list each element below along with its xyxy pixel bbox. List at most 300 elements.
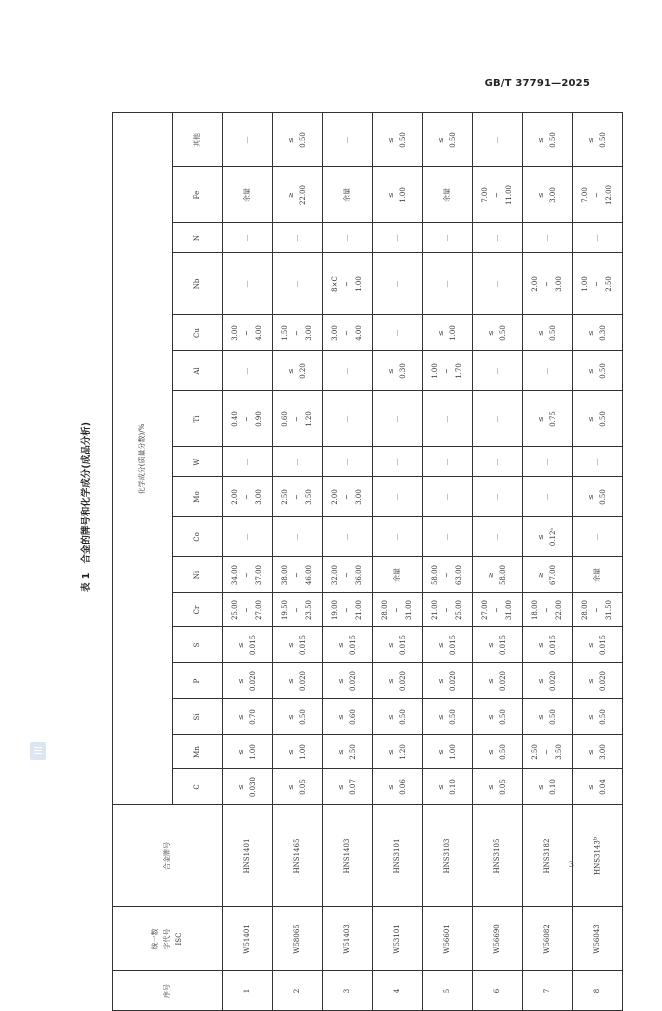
cell-content bbox=[292, 234, 304, 241]
cell-content bbox=[242, 188, 254, 202]
cell-content bbox=[386, 709, 410, 725]
cell-line: ≤ bbox=[536, 641, 545, 648]
table-cell bbox=[223, 557, 273, 593]
table-cell bbox=[273, 167, 323, 223]
table-cell bbox=[573, 593, 623, 627]
element-label: Co bbox=[192, 531, 201, 542]
cell-content bbox=[586, 709, 610, 725]
table-title: 合金的牌号和化学成分(成品分析) bbox=[81, 421, 92, 564]
cell-content bbox=[542, 988, 554, 992]
cell-line: 22.00 bbox=[554, 599, 563, 620]
seq-header: 序号 bbox=[162, 983, 171, 998]
table-cell bbox=[423, 735, 473, 769]
element-band bbox=[113, 593, 623, 627]
table-cell bbox=[423, 315, 473, 351]
cell-line: — bbox=[492, 234, 501, 241]
cell-content bbox=[480, 599, 516, 619]
cell-line: 0.60 bbox=[348, 708, 357, 725]
cell-line: — bbox=[492, 280, 501, 287]
cell-line: 0.030 bbox=[248, 776, 257, 797]
cell-line: 28.00 bbox=[380, 599, 389, 620]
table-cell bbox=[273, 113, 323, 167]
table-cell bbox=[523, 593, 573, 627]
cell-content bbox=[492, 367, 504, 374]
cell-line: 0.70 bbox=[248, 708, 257, 725]
table-cell bbox=[523, 769, 573, 805]
cell-line: — bbox=[242, 234, 251, 241]
cell-line: ≤ bbox=[386, 191, 395, 198]
cell-line: 0.50 bbox=[598, 410, 607, 427]
element-label-cell bbox=[173, 517, 223, 557]
cell-line: 0.020 bbox=[398, 670, 407, 691]
table-cell bbox=[573, 699, 623, 735]
table-cell bbox=[223, 663, 273, 699]
cell-content bbox=[536, 564, 560, 584]
cell-line: ~ bbox=[342, 606, 351, 613]
cell-line: — bbox=[542, 458, 551, 465]
cell-line: 0.50 bbox=[598, 488, 607, 505]
cell-line: 7.00 bbox=[580, 186, 589, 203]
table-cell bbox=[523, 735, 573, 769]
cell-line: 67.00 bbox=[548, 564, 557, 585]
table-cell bbox=[573, 627, 623, 663]
cell-content bbox=[286, 132, 310, 148]
cell-line: 0.50 bbox=[448, 708, 457, 725]
seq-cell bbox=[423, 971, 473, 1011]
cell-line: — bbox=[392, 280, 401, 287]
cell-line: ≤ bbox=[236, 641, 245, 648]
cell-line: 0.50 bbox=[598, 131, 607, 148]
cell-content bbox=[236, 634, 260, 654]
table-cell bbox=[223, 477, 273, 517]
cell-content bbox=[536, 634, 560, 654]
cell-content bbox=[436, 709, 460, 725]
cell-content bbox=[386, 744, 410, 760]
grade-cell bbox=[273, 805, 323, 907]
table-cell bbox=[373, 447, 423, 477]
cell-line: 28.00 bbox=[580, 599, 589, 620]
isc-cell bbox=[273, 907, 323, 971]
cell-line: 3.00 bbox=[230, 324, 239, 341]
table-cell bbox=[323, 315, 373, 351]
element-label-cell bbox=[173, 627, 223, 663]
cell-line: 1.00 bbox=[398, 186, 407, 203]
cell-content bbox=[342, 136, 354, 143]
cell-content bbox=[486, 744, 510, 760]
table-cell bbox=[323, 593, 373, 627]
cell-content bbox=[442, 988, 454, 992]
table-cell bbox=[473, 663, 523, 699]
alloy-grade: HNS3143 bbox=[593, 839, 602, 875]
cell-line: — bbox=[492, 415, 501, 422]
cell-content bbox=[536, 132, 560, 148]
cell-content bbox=[392, 838, 404, 873]
element-band bbox=[113, 391, 623, 447]
table-cell bbox=[523, 167, 573, 223]
cell-content bbox=[430, 564, 466, 584]
cell-line: ≤ bbox=[386, 136, 395, 143]
table-cell bbox=[473, 699, 523, 735]
cell-line: 2.00 bbox=[330, 488, 339, 505]
element-label: P bbox=[192, 678, 201, 683]
cell-content bbox=[292, 458, 304, 465]
table-cell bbox=[223, 769, 273, 805]
cell-content bbox=[392, 988, 404, 992]
grade-header-cell bbox=[113, 805, 223, 907]
cell-content bbox=[280, 325, 316, 341]
cell-line: 4.00 bbox=[354, 324, 363, 341]
element-band bbox=[113, 699, 623, 735]
seq-number: 5 bbox=[442, 988, 451, 993]
cell-line: — bbox=[342, 367, 351, 374]
cell-line: 0.015 bbox=[398, 634, 407, 655]
cell-content bbox=[492, 136, 504, 143]
isc-band bbox=[113, 907, 623, 971]
element-label: 其他 bbox=[192, 132, 201, 147]
cell-content bbox=[336, 744, 360, 760]
alloy-grade: HNS3103 bbox=[442, 838, 451, 873]
cell-line: 2.50 bbox=[280, 488, 289, 505]
table-caption bbox=[78, 422, 92, 592]
cell-line: 0.020 bbox=[298, 670, 307, 691]
alloy-grade: HNS1401 bbox=[242, 838, 251, 873]
grade-band bbox=[113, 805, 623, 907]
alloy-grade: HNS3182 bbox=[542, 838, 551, 873]
cell-content bbox=[442, 493, 454, 500]
seq-header-cell bbox=[113, 971, 223, 1011]
element-label: Mn bbox=[192, 745, 201, 758]
cell-content bbox=[536, 325, 560, 341]
table-cell bbox=[573, 517, 623, 557]
cell-content bbox=[286, 709, 310, 725]
table-cell bbox=[523, 477, 573, 517]
cell-content bbox=[242, 367, 254, 374]
cell-content bbox=[342, 988, 354, 992]
cell-line: 2.00 bbox=[530, 275, 539, 292]
cell-line: ≤ bbox=[386, 677, 395, 684]
cell-line: ≤ bbox=[536, 191, 545, 198]
cell-content bbox=[442, 924, 454, 953]
element-band bbox=[113, 557, 623, 593]
table-cell bbox=[323, 391, 373, 447]
cell-line: 58.00 bbox=[498, 564, 507, 585]
table-cell bbox=[273, 663, 323, 699]
cell-content bbox=[542, 367, 554, 374]
cell-line: 0.30 bbox=[598, 324, 607, 341]
alloy-grade: HNS1403 bbox=[342, 838, 351, 873]
cell-line: ≥ bbox=[486, 571, 495, 578]
cell-line: — bbox=[442, 234, 451, 241]
cell-line: 36.00 bbox=[354, 564, 363, 585]
isc-cell bbox=[373, 907, 423, 971]
element-label-cell bbox=[173, 253, 223, 315]
cell-content bbox=[586, 634, 610, 654]
cell-line: — bbox=[592, 533, 601, 540]
table-cell bbox=[273, 391, 323, 447]
table-cell bbox=[423, 351, 473, 391]
seq-cell bbox=[223, 971, 273, 1011]
cell-line: 0.04 bbox=[598, 778, 607, 795]
element-label-cell bbox=[173, 593, 223, 627]
table-cell bbox=[373, 627, 423, 663]
grade-cell bbox=[523, 805, 573, 907]
cell-line: 0.015 bbox=[598, 634, 607, 655]
cell-line: ~ bbox=[542, 280, 551, 287]
cell-content bbox=[192, 713, 204, 720]
cell-line: ≤ bbox=[536, 713, 545, 720]
cell-line: ≤ bbox=[436, 641, 445, 648]
cell-line: 余量 bbox=[342, 187, 351, 202]
table-cell bbox=[373, 663, 423, 699]
cell-content bbox=[492, 838, 504, 873]
grade-cell bbox=[223, 805, 273, 907]
cell-content bbox=[342, 924, 354, 953]
cell-line: 0.015 bbox=[548, 634, 557, 655]
cell-content bbox=[442, 415, 454, 422]
cell-line: 3.00 bbox=[548, 186, 557, 203]
element-band bbox=[113, 663, 623, 699]
cell-line: 27.00 bbox=[254, 599, 263, 620]
cell-line: ≤ bbox=[436, 136, 445, 143]
cell-line: 0.50 bbox=[398, 708, 407, 725]
cell-line: ~ bbox=[342, 571, 351, 578]
cell-line: — bbox=[242, 458, 251, 465]
cell-line: — bbox=[292, 458, 301, 465]
cell-line: ≥ bbox=[536, 571, 545, 578]
cell-line: 3.00 bbox=[554, 275, 563, 292]
element-band bbox=[113, 253, 623, 315]
element-label-cell bbox=[173, 663, 223, 699]
element-label-cell bbox=[173, 391, 223, 447]
cell-line: — bbox=[392, 533, 401, 540]
cell-line: — bbox=[492, 533, 501, 540]
element-label-cell bbox=[173, 477, 223, 517]
cell-content bbox=[442, 533, 454, 540]
cell-content bbox=[236, 776, 260, 796]
isc-code: W56601 bbox=[442, 923, 451, 954]
cell-line: ≤ bbox=[336, 713, 345, 720]
isc-cell bbox=[573, 907, 623, 971]
cell-line: 23.50 bbox=[304, 599, 313, 620]
cell-content bbox=[536, 187, 560, 203]
table-cell bbox=[323, 167, 373, 223]
cell-content bbox=[286, 363, 310, 379]
element-label-cell bbox=[173, 735, 223, 769]
cell-line: ≤ bbox=[236, 713, 245, 720]
table-cell bbox=[273, 627, 323, 663]
cell-line: ≤ bbox=[486, 641, 495, 648]
table-cell bbox=[473, 557, 523, 593]
cell-line: ≤ bbox=[236, 748, 245, 755]
grade-cell bbox=[423, 805, 473, 907]
cell-line: 1.20 bbox=[398, 743, 407, 760]
side-tab-icon[interactable] bbox=[30, 742, 46, 760]
cell-line: ≤ bbox=[586, 677, 595, 684]
cell-line: 8×C bbox=[330, 275, 339, 292]
cell-content bbox=[530, 276, 566, 292]
cell-line: — bbox=[242, 280, 251, 287]
cell-line: ≤ bbox=[386, 783, 395, 790]
table-cell bbox=[523, 699, 573, 735]
cell-content bbox=[162, 842, 174, 870]
table-cell bbox=[423, 699, 473, 735]
element-band bbox=[113, 477, 623, 517]
cell-content bbox=[330, 489, 366, 505]
cell-line: 0.50 bbox=[548, 708, 557, 725]
cell-content bbox=[380, 599, 416, 619]
table-cell bbox=[323, 699, 373, 735]
cell-content bbox=[192, 415, 204, 422]
cell-line: ~ bbox=[592, 191, 601, 198]
cell-content bbox=[586, 489, 610, 505]
cell-content bbox=[392, 568, 404, 582]
cell-content bbox=[330, 276, 366, 292]
cell-content bbox=[436, 325, 460, 341]
cell-content bbox=[292, 838, 304, 873]
element-label-cell bbox=[173, 447, 223, 477]
cell-content bbox=[436, 634, 460, 654]
cell-line: 0.50 bbox=[548, 324, 557, 341]
table-cell bbox=[323, 735, 373, 769]
cell-content bbox=[492, 533, 504, 540]
cell-line: 31.50 bbox=[604, 599, 613, 620]
cell-content bbox=[192, 234, 204, 240]
table-cell bbox=[323, 253, 373, 315]
cell-content bbox=[230, 411, 266, 427]
table-cell bbox=[523, 663, 573, 699]
alloy-grade: HNS1465 bbox=[292, 838, 301, 873]
cell-line: — bbox=[442, 493, 451, 500]
cell-line: ≤ bbox=[436, 329, 445, 336]
cell-content bbox=[286, 744, 310, 760]
cell-content bbox=[486, 564, 510, 584]
table-cell bbox=[373, 391, 423, 447]
table-cell bbox=[323, 447, 373, 477]
cell-line: ≤ bbox=[336, 641, 345, 648]
cell-line: 2.50 bbox=[348, 743, 357, 760]
isc-code: W58065 bbox=[292, 923, 301, 954]
cell-content bbox=[586, 670, 610, 690]
table-cell bbox=[323, 113, 373, 167]
cell-line: 1.20 bbox=[304, 410, 313, 427]
table-cell bbox=[323, 663, 373, 699]
element-band bbox=[113, 315, 623, 351]
table-cell bbox=[373, 735, 423, 769]
cell-line: ≤ bbox=[486, 783, 495, 790]
cell-line: — bbox=[292, 234, 301, 241]
page-number: 3 bbox=[568, 860, 574, 869]
cell-content bbox=[492, 493, 504, 500]
grade-cell bbox=[373, 805, 423, 907]
cell-line: 余量 bbox=[242, 187, 251, 202]
element-label-cell bbox=[173, 223, 223, 253]
cell-content bbox=[492, 458, 504, 465]
cell-line: ~ bbox=[442, 606, 451, 613]
cell-content bbox=[536, 411, 560, 427]
cell-content bbox=[486, 325, 510, 341]
cell-line: 27.00 bbox=[480, 599, 489, 620]
cell-content bbox=[192, 328, 204, 338]
cell-line: — bbox=[242, 533, 251, 540]
table-cell bbox=[223, 223, 273, 253]
cell-line: 11.00 bbox=[504, 184, 513, 205]
isc-code: W56082 bbox=[542, 923, 551, 954]
table-cell bbox=[473, 167, 523, 223]
cell-line: 3.00 bbox=[254, 488, 263, 505]
cell-line: 1.00 bbox=[580, 275, 589, 292]
cell-content bbox=[342, 188, 354, 202]
cell-line: ~ bbox=[292, 415, 301, 422]
cell-line: ~ bbox=[592, 280, 601, 287]
table-cell bbox=[573, 477, 623, 517]
cell-content bbox=[586, 132, 610, 148]
seq-cell bbox=[373, 971, 423, 1011]
element-label: Si bbox=[192, 712, 201, 721]
cell-content bbox=[292, 988, 304, 992]
cell-content bbox=[492, 234, 504, 241]
cell-content bbox=[442, 458, 454, 465]
cell-content bbox=[192, 570, 204, 578]
table-cell bbox=[323, 223, 373, 253]
cell-line: 1.50 bbox=[280, 324, 289, 341]
cell-line: 0.50 bbox=[448, 131, 457, 148]
cell-line: — bbox=[442, 533, 451, 540]
cell-content bbox=[442, 234, 454, 241]
cell-content bbox=[486, 779, 510, 795]
cell-content bbox=[586, 744, 610, 760]
cell-line: ≤ bbox=[336, 748, 345, 755]
cell-line: — bbox=[242, 367, 251, 374]
cell-content bbox=[236, 744, 260, 760]
element-label-cell bbox=[173, 699, 223, 735]
table-cell bbox=[373, 223, 423, 253]
cell-content bbox=[592, 988, 604, 992]
cell-content bbox=[192, 746, 204, 758]
table-cell bbox=[223, 627, 273, 663]
element-label: Ti bbox=[192, 415, 201, 422]
cell-line: ≤ bbox=[286, 713, 295, 720]
cell-line: — bbox=[392, 234, 401, 241]
table-cell bbox=[473, 769, 523, 805]
cell-line: ~ bbox=[292, 493, 301, 500]
cell-line: ≤ bbox=[386, 367, 395, 374]
table-cell bbox=[423, 663, 473, 699]
cell-content bbox=[392, 458, 404, 465]
cell-line: 2.00 bbox=[230, 488, 239, 505]
cell-line: — bbox=[342, 136, 351, 143]
cell-content bbox=[386, 779, 410, 795]
cell-content bbox=[230, 325, 266, 341]
cell-content bbox=[280, 564, 316, 584]
cell-content bbox=[242, 533, 254, 540]
cell-content bbox=[386, 363, 410, 379]
cell-line: 1.70 bbox=[454, 362, 463, 379]
cell-line: 0.50 bbox=[498, 324, 507, 341]
table-cell bbox=[423, 253, 473, 315]
table-cell bbox=[423, 391, 473, 447]
table-cell bbox=[273, 351, 323, 391]
cell-line: 0.015 bbox=[298, 634, 307, 655]
table-cell bbox=[473, 627, 523, 663]
cell-line: 3.00 bbox=[330, 324, 339, 341]
cell-line: ≥ bbox=[286, 191, 295, 198]
cell-line: — bbox=[342, 458, 351, 465]
seq-cell bbox=[473, 971, 523, 1011]
cell-content bbox=[192, 678, 204, 683]
table-cell bbox=[423, 627, 473, 663]
cell-line: 1.00 bbox=[448, 743, 457, 760]
cell-line: ~ bbox=[542, 748, 551, 755]
